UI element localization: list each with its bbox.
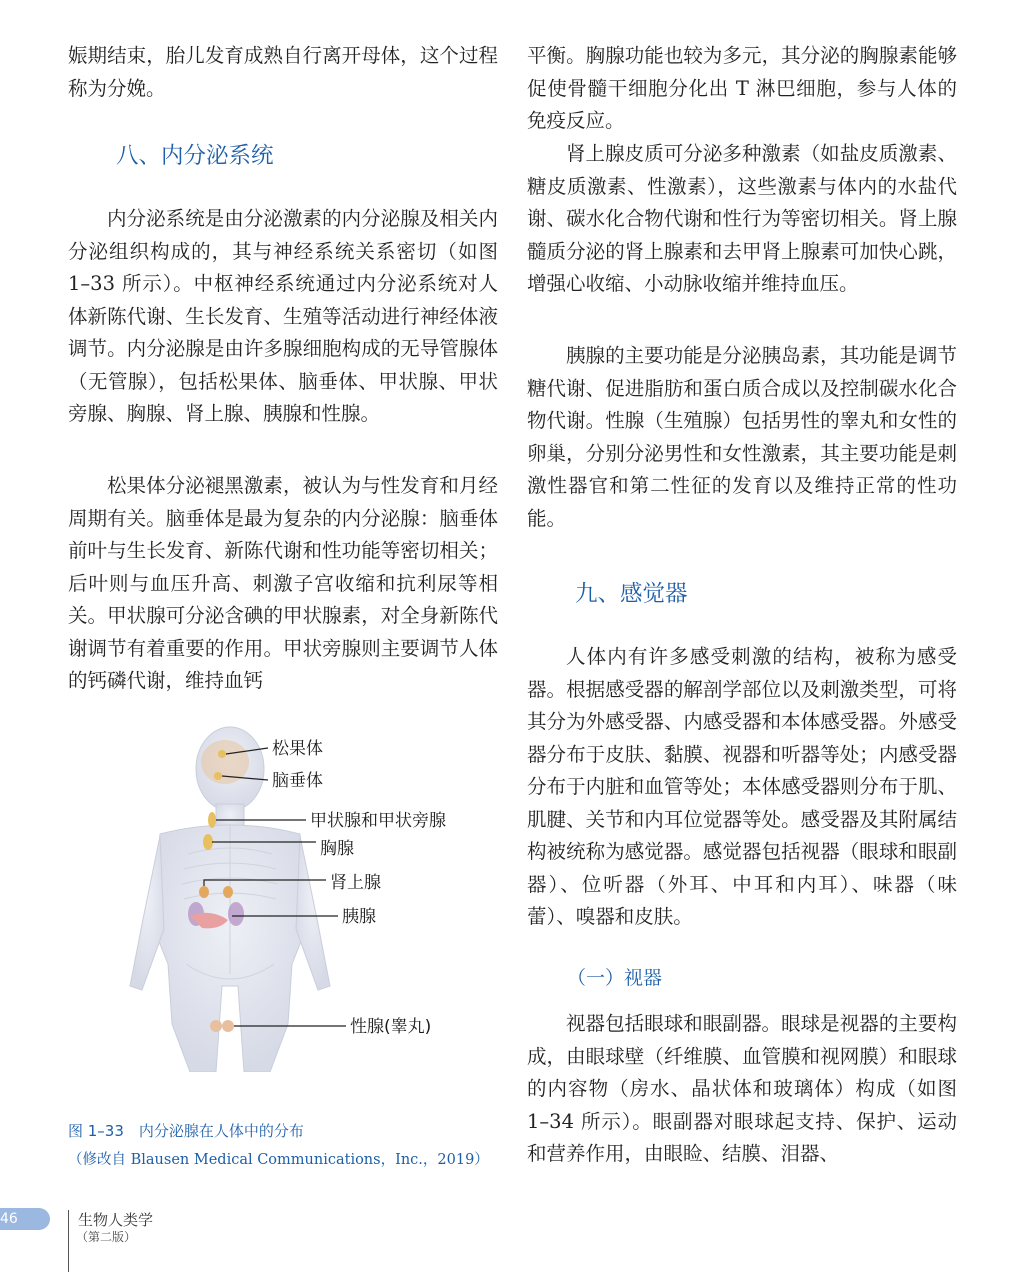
footer-divider <box>68 1210 69 1272</box>
label-pituitary: 脑垂体 <box>272 771 323 791</box>
book-edition: （第二版） <box>76 1230 137 1244</box>
paragraph-thymus-cont: 平衡。胸腺功能也较为多元，其分泌的胸腺素能够促使骨髓干细胞分化出 T 淋巴细胞，参与人体的免疫反应。 <box>527 44 957 132</box>
book-title: 生物人类学 <box>78 1211 154 1229</box>
paragraph-adrenal: 肾上腺皮质可分泌多种激素（如盐皮质激素、糖皮质激素、性激素），这些激素与体内的水盐代谢、碳水化合物代谢和性行为等密切相关。肾上腺髓质分泌的肾上腺素和去甲肾上腺素可加快心跳，增强心收缩、小动脉收缩并维持血压。 <box>527 142 957 295</box>
figure-caption: 图 1–33 内分泌腺在人体中的分布 <box>68 1122 304 1140</box>
section-heading-sense: 九、感觉器 <box>575 581 688 607</box>
subheading-visual: （一）视器 <box>567 967 663 989</box>
kidney-right-icon <box>228 902 244 926</box>
section-heading-endocrine: 八、内分泌系统 <box>116 143 274 169</box>
paragraph-endocrine-2: 松果体分泌褪黑激素，被认为与性发育和月经周期有关。脑垂体是最为复杂的内分泌腺：脑垂体前叶与生长发育、新陈代谢和性功能等密切相关；后叶则与血压升高、刺激子宫收缩和抗利尿等相关。甲状腺可分泌含碘的甲状腺素，对全身新陈代谢调节有着重要的作用。甲状旁腺则主要调节人体的钙磷代谢，维持血钙 <box>68 474 498 692</box>
endocrine-figure <box>120 724 520 1072</box>
body-illustration <box>120 724 520 1072</box>
paragraph-visual: 视器包括眼球和眼副器。眼球是视器的主要构成，由眼球壁（纤维膜、血管膜和视网膜）和眼球的内容物（房水、晶状体和玻璃体）构成（如图 1–34 所示）。眼副器对眼球起支持、保护、运动和营养作用，由眼睑、结膜、泪器、 <box>527 1012 957 1165</box>
label-pancreas: 胰腺 <box>342 907 376 927</box>
page-number: 46 <box>0 1211 18 1227</box>
thyroid-icon <box>208 812 216 828</box>
pineal-icon <box>218 750 226 758</box>
paragraph-sense: 人体内有许多感受刺激的结构，被称为感受器。根据感受器的解剖学部位以及刺激类型，可将其分为外感受器、内感受器和本体感受器。外感受器分布于皮肤、黏膜、视器和听器等处；内感受器分布于内脏和血管等处；本体感受器则分布于肌、肌腱、关节和内耳位觉器等处。感受器及其附属结构被统称为感觉器。感觉器包括视器（眼球和眼副器）、位听器（外耳、中耳和内耳）、味器（味蕾）、嗅器和皮肤。 <box>527 645 957 928</box>
paragraph-pancreas: 胰腺的主要功能是分泌胰岛素，其功能是调节糖代谢、促进脂肪和蛋白质合成以及控制碳水化合物代谢。性腺（生殖腺）包括男性的睾丸和女性的卵巢，分别分泌男性和女性激素，其主要功能是刺激性器官和第二性征的发育以及维持正常的性功能。 <box>527 344 957 530</box>
label-pineal: 松果体 <box>272 739 323 759</box>
testis-right-icon <box>222 1020 234 1032</box>
figure-source: （修改自 Blausen Medical Communications，Inc.，2019） <box>68 1152 489 1168</box>
paragraph-intro: 娠期结束，胎儿发育成熟自行离开母体，这个过程称为分娩。 <box>68 44 498 100</box>
label-adrenal: 肾上腺 <box>330 873 381 893</box>
label-thyroid: 甲状腺和甲状旁腺 <box>310 811 446 831</box>
pituitary-icon <box>214 772 222 780</box>
paragraph-endocrine-1: 内分泌系统是由分泌激素的内分泌腺及相关内分泌组织构成的，其与神经系统关系密切（如图 1–33 所示）。中枢神经系统通过内分泌系统对人体新陈代谢、生长发育、生殖等活动进行神经体液调节。内分泌腺是由许多腺细胞构成的无导管腺体（无管腺），包括松果体、脑垂体、甲状腺、甲状旁腺、胸腺、肾上腺、胰腺和性腺。 <box>68 207 498 425</box>
label-thymus: 胸腺 <box>320 839 354 859</box>
adrenal-icon <box>199 886 209 898</box>
adrenal-right-icon <box>223 886 233 898</box>
label-gonad: 性腺(睾丸) <box>350 1017 432 1037</box>
testis-icon <box>210 1020 222 1032</box>
thymus-icon <box>203 834 213 850</box>
